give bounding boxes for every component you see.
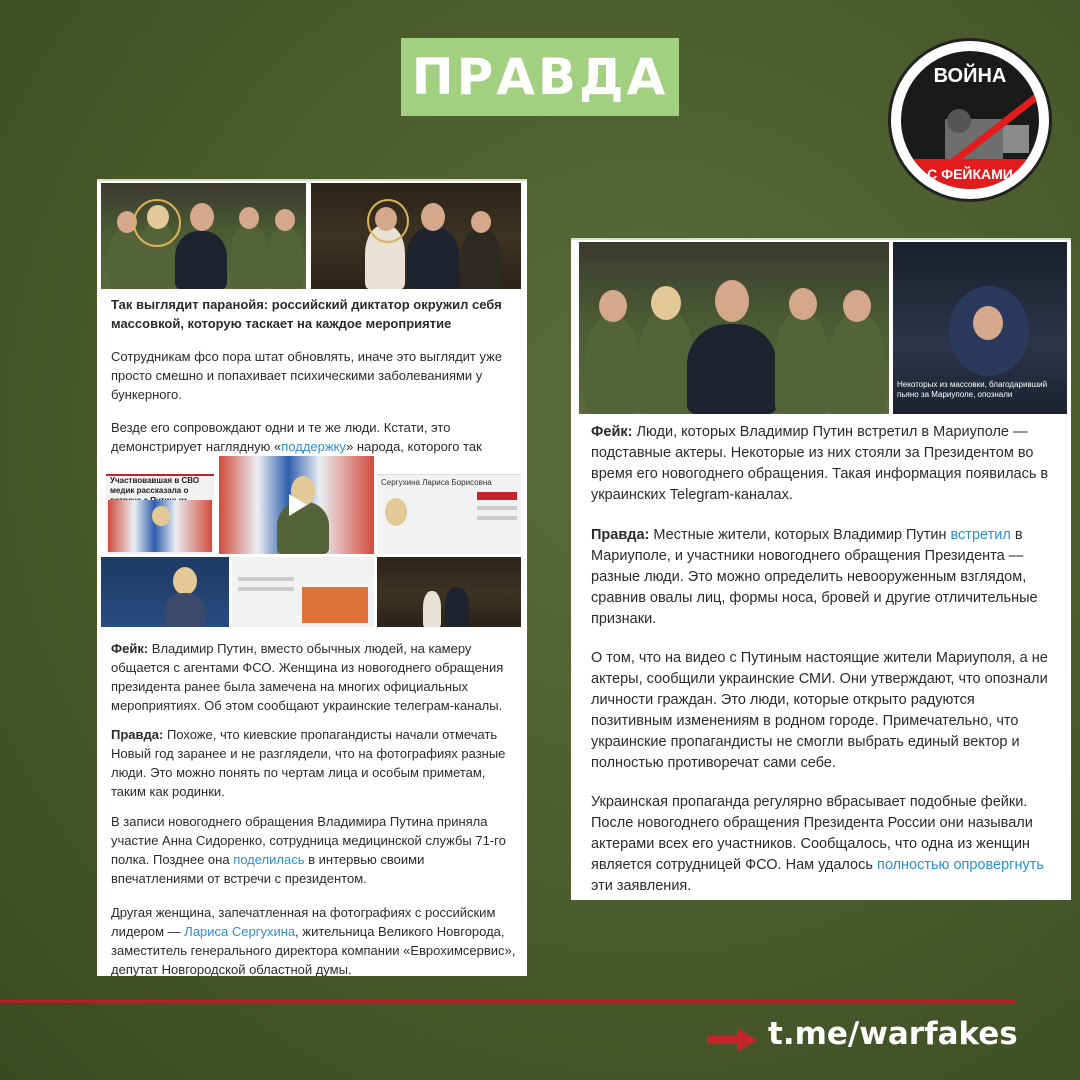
war-with-fakes-logo xyxy=(888,38,1052,202)
left-truth-paragraph: Правда: Похоже, что киевские пропагандисты начали отмечать Новый год заранее и не разглядели, что на фотографиях разные люди. Это можно понять по чертам лица и особым приметам, таким как родинки. xyxy=(111,727,506,799)
left-headline: Так выглядит паранойя: российский диктатор окружил себя массовкой, которую таскает на каждое мероприятие xyxy=(111,297,502,331)
new-year-address-photo xyxy=(579,242,889,414)
right-post-screenshot xyxy=(571,238,1071,900)
logo-bottom-text: С ФЕЙКАМИ xyxy=(901,159,1039,189)
larisa-sergukhina-link[interactable]: Лариса Сергухина xyxy=(184,924,296,939)
shared-link[interactable]: поделилась xyxy=(233,852,305,867)
right-para-3: О том, что на видео с Путиным настоящие жители Мариуполя, а не актеры, сообщили украинские СМИ. Они утверждают, что опознали личности граждан. Это люди, которые открыто радуются позитивным изменениям в родном городе. Примечательно, что украинские пропагандисты не смогли выбрать единый вектор и полностью противоречат сами себе. xyxy=(591,650,1048,771)
news-article-thumb: Участвовавшая в СВО медик рассказала о xyxy=(106,456,214,554)
truth-badge: ПРАВДА xyxy=(401,38,679,116)
event-page-thumb xyxy=(232,557,374,627)
refute-link[interactable]: полностью опровергнуть xyxy=(876,857,1044,873)
play-icon[interactable] xyxy=(289,494,307,516)
church-photo xyxy=(311,183,521,289)
left-para-1: Сотрудникам фсо пора штат обновлять, иначе это выглядит уже просто смешно и попахивает психическими заболеваниями у бункерного. xyxy=(111,349,503,402)
logo-top-text: ВОЙНА xyxy=(933,65,1007,87)
left-para-4: Другая женщина, запечатленная на фотографиях с российским лидером — Лариса Сергухина, жительница Великого Новгорода, заместитель генерального директора компании «Еврохимсервис», депутат Новгородской областной думы. xyxy=(111,905,516,976)
support-link[interactable]: поддержку xyxy=(281,439,347,454)
left-post-screenshot xyxy=(97,179,527,976)
church-event-thumb xyxy=(377,557,521,627)
arrow-right-icon xyxy=(707,1028,757,1052)
right-fake-paragraph: Фейк: Люди, которых Владимир Путин встретил в Мариуполе — подставные актеры. Некоторые из них стояли за Президентом во время его новогоднего обращения. Такая информация появилась в украинских Telegram-каналах. xyxy=(591,424,1049,503)
left-fake-paragraph: Фейк: Владимир Путин, вместо обычных людей, на камеру общается с агентами ФСО. Женщина из новогоднего обращения президента ранее была замечена на многих официальных мероприятиях. Об этом сообщают украинские телеграм-каналы. xyxy=(111,641,504,713)
regional-site-thumb: Сергухина Лариса Борисовна xyxy=(377,456,521,554)
left-para-2: Везде его сопровождают одни и те же люди. Кстати, это демонстрирует наглядную «поддержку» народа, которого так xyxy=(111,420,482,454)
footer-divider xyxy=(0,1000,1015,1003)
mariupol-resident-photo: Некоторых из массовки, благодаривший пьяно за Мариуполе, опознали xyxy=(893,242,1067,414)
right-para-4: Украинская пропаганда регулярно вбрасывает подобные фейки. После новогоднего обращения Президента России они называли актерами всех его участников. Сообщалось, что одна из женщин является сотрудницей ФСО. Нам удалось полностью опровергнуть эти заявления. xyxy=(591,794,1044,894)
crowd-photo xyxy=(101,183,306,289)
video-still-flags[interactable] xyxy=(219,456,374,554)
telegram-channel-link[interactable]: t.me/warfakes xyxy=(768,1016,1018,1052)
right-truth-paragraph: Правда: Местные жители, которых Владимир Путин встретил в Мариуполе, и участники новогоднего обращения Президента — разные люди. Это можно определить невооруженным взглядом, сравнив овалы лиц, формы носа, бровей и другие отличительные признаки. xyxy=(591,527,1038,627)
met-link[interactable]: встретил xyxy=(950,527,1011,543)
tv-interview-thumb xyxy=(101,557,229,627)
left-para-3: В записи новогоднего обращения Владимира Путина приняла участие Анна Сидоренко, сотрудница медицинской службы 71-го полка. Позднее она поделилась в интервью своими впечатлениями от встречи с президентом. xyxy=(111,814,506,886)
